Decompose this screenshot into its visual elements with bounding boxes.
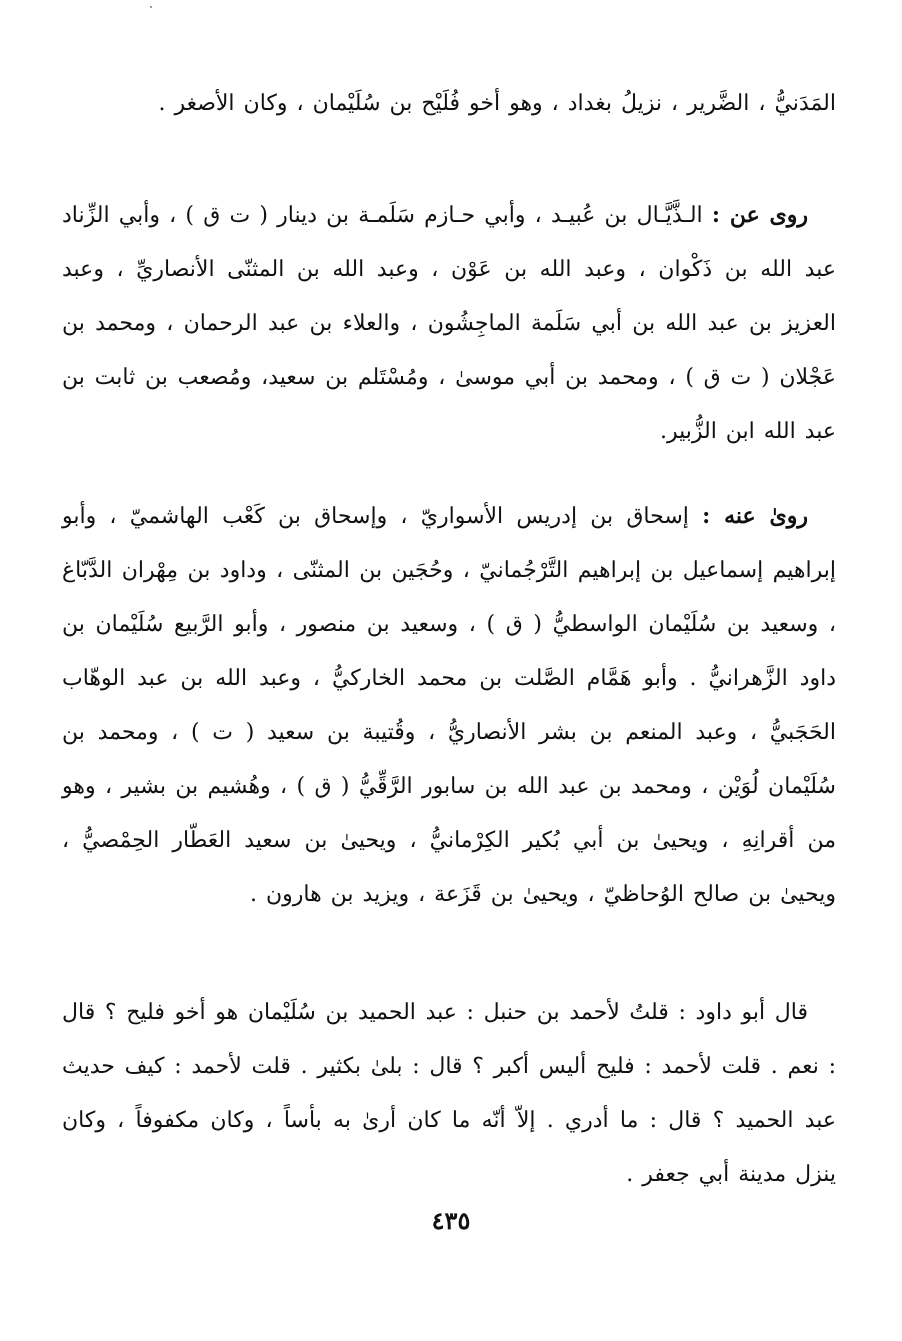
page-number: ٤٣٥ [431,1206,471,1235]
paragraph-narrated-from [62,188,836,459]
paragraph-intro [62,76,836,131]
paragraph-narrated-by-lead: روىٰ عنه : [702,503,808,529]
paragraph-narrated-by [62,489,836,922]
scan-speck [150,6,152,8]
paragraph-abu-dawud-quote [62,985,836,1202]
paragraph-narrated-by-text: إسحاق بن إدريس الأسواريّ ، وإسحاق بن كَعْب الهاشميّ ، وأبو إبراهيم إسماعيل بن إبراهيم التَّرْجُمانيّ ، وحُجَين بن المثنّى ، وداود بن مِهْران الدَّبّاغ ، وسعيد بن سُلَيْمان الواسطيُّ ( ق ) ، وسعيد بن منصور ، وأبو الرَّبيع سُلَيْمان بن داود الزَّهرانيُّ . وأبو هَمَّام الصَّلت بن محمد الخاركيُّ ، وعبد الله بن عبد الوهّاب الحَجَبيُّ ، وعبد المنعم بن بشر الأنصاريُّ ، وقُتيبة بن سعيد ( ت ) ، ومحمد بن سُلَيْمان لُوَيْن ، ومحمد بن عبد الله بن سابور الرَّقِّيُّ ( ق ) ، وهُشيم بن بشير ، وهو من أقرانِهِ ، ويحيىٰ بن أبي بُكير الكِرْمانيُّ ، ويحيىٰ بن سعيد العَطّار الحِمْصيُّ ، ويحيىٰ بن صالح الوُحاظيّ ، ويحيىٰ بن قَزَعة ، ويزيد بن هارون . [62,504,836,907]
paragraph-narrated-from-lead: روى عن : [711,202,809,228]
paragraph-narrated-from-text: الـذَّيَّـال بن عُبيـد ، وأبي حـازم سَلَمـة بن دينار ( ت ق ) ، وأبي الزِّناد عبد الله بن ذَكْوان ، وعبد الله بن عَوْن ، وعبد الله بن المثنّى الأنصاريِّ ، وعبد العزيز بن عبد الله بن أبي سَلَمة الماجِشُون ، والعلاء بن عبد الرحمان ، ومحمد بن عَجْلان ( ت ق ) ، ومحمد بن أبي موسىٰ ، ومُسْتَلم بن سعيد، ومُصعب بن ثابت بن عبد الله ابن الزُّبير. [62,203,836,444]
paragraph-intro-text: المَدَنيُّ ، الضَّرير ، نزيلُ بغداد ، وهو أخو فُلَيْح بن سُلَيْمان ، وكان الأصغر . [158,91,836,116]
paragraph-abu-dawud-quote-text: قال أبو داود : قلتُ لأحمد بن حنبل : عبد الحميد بن سُلَيْمان هو أخو فليح ؟ قال : نعم . قلت لأحمد : فليح أليس أكبر ؟ قال : بلىٰ بكثير . قلت لأحمد : كيف حديث عبد الحميد ؟ قال : ما أدري . إلاّ أنّه ما كان أرىٰ به بأساً ، وكان مكفوفاً ، وكان ينزل مدينة أبي جعفر . [62,1000,836,1187]
